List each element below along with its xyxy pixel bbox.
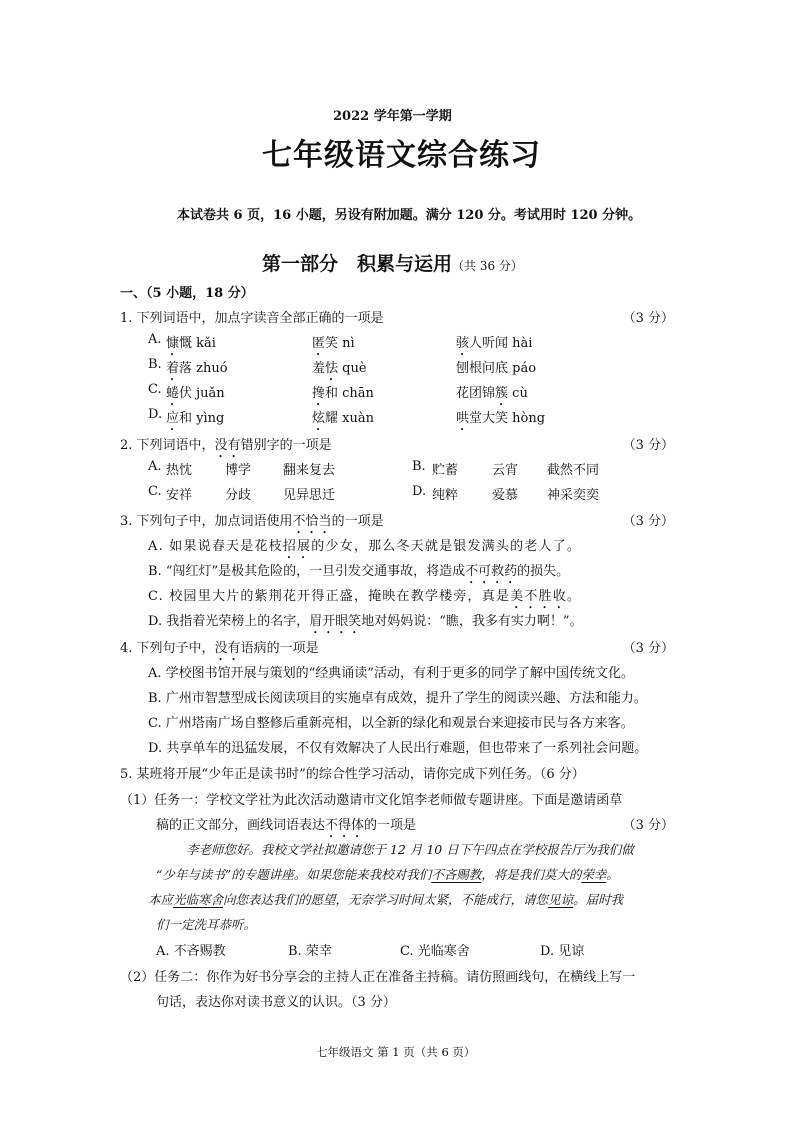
q2-option-word: 见异思迁 (283, 488, 336, 503)
q5-choice-d: D. 见谅 (540, 944, 585, 959)
exam-term: 2022 学年第一学期 (333, 109, 452, 124)
q1-w3-pre: 刨根问底 (456, 361, 513, 376)
q5-task1-line1: （1）任务一：学校文学社为此次活动邀请市文化馆李老师做专题讲座。下面是邀请函草 (120, 793, 623, 808)
q1-w1-dot: 蜷 (166, 386, 180, 401)
q1-letter: B. (148, 357, 162, 372)
q1-option-letter (148, 332, 162, 347)
q5-choice-b: B. 荣幸 (288, 944, 332, 959)
q4-option-d: D. 共享单车的迅猛发展，不仅有效解决了人民出行难题，但也带来了一系列社会问题。 (148, 741, 648, 756)
exam-title: 七年级语文综合练习 (262, 138, 541, 173)
q1-option-letter (148, 382, 162, 397)
q1-option-word-3 (456, 357, 536, 384)
q1-letter: A. (148, 332, 162, 347)
letter-l2-pre: “少年与读书”的专题讲座。如果您能来我校对我们 (156, 867, 432, 882)
q2-option-letter: C. (148, 484, 162, 499)
q1-w3-dot: 簇 (495, 386, 509, 401)
q2-score: （3 分） (622, 438, 674, 453)
letter-l2-post: 。 (606, 867, 619, 882)
q3-c-post: 。 (566, 589, 582, 604)
q5-task1-line2 (156, 814, 416, 841)
q1-option-letter (148, 357, 162, 372)
letter-l2-mid: ，将是我们莫大的 (481, 867, 582, 882)
q2-stem-dot: 没有 (214, 438, 241, 453)
letter-l3-post: 。届时我 (573, 892, 624, 907)
q3-score: （3 分） (622, 514, 674, 529)
q5-task2-line2: 句话，表达你对读书意义的认识。（3 分） (156, 995, 396, 1010)
q3-a-pre: A. 如果说春天是花枝 (148, 539, 283, 554)
q1-w1-post: 慨 kǎi (179, 336, 216, 351)
q3-d-dot: 眉开眼笑 (309, 614, 362, 629)
page-footer: 七年级语文 第 1 页（共 6 页） (316, 1045, 476, 1059)
section1-title: 一、（5 小题，18 分） (120, 286, 254, 301)
q1-w1-post: 落 zhuó (179, 361, 228, 376)
q5-stem: 5. 某班将开展“少年正是读书时”的综合性学习活动，请你完成下列任务。（6 分） (120, 767, 585, 782)
q1-w2-pre: 羞 (312, 361, 326, 376)
q3-stem (120, 510, 384, 537)
q1-w1-post: 伏 juǎn (179, 386, 225, 401)
q1-letter: D. (148, 407, 163, 422)
q5-task1-post: 的一项是 (364, 818, 417, 833)
letter-l3-pre: 本应 (148, 892, 174, 907)
q1-w2-post: què (338, 361, 367, 376)
letter-underline-jianliang: 见谅 (548, 892, 574, 907)
q1-w2-dot: 怯 (325, 361, 339, 376)
q1-w3-pre: 花团锦 (456, 386, 496, 401)
q1-w3-post: 堂大笑 hòng (469, 411, 546, 426)
q3-stem-dot: 不恰当 (292, 514, 332, 529)
q1-w1-post: 和 yìng (179, 411, 225, 426)
q1-option-word-1 (166, 332, 216, 359)
q2-option-word: 博学 (225, 463, 252, 478)
part1-title-text: 第一部分 积累与运用 (262, 253, 453, 275)
q1-option-word-2 (312, 357, 367, 384)
q1-w3-post: 人听闻 hài (469, 336, 533, 351)
q1-w3-dot: 哄 (456, 411, 470, 426)
q1-w2-post: 和 chān (325, 386, 374, 401)
q3-stem-post: 的一项是 (331, 514, 384, 529)
q3-b-pre: B. “闯红灯”是极其危险的，一旦引发交通事故，将造成 (148, 564, 466, 579)
q1-w3-post: páo (512, 361, 537, 376)
q2-option-word: 翻来复去 (283, 463, 336, 478)
q4-option-b: B. 广州市智慧型成长阅读项目的实施卓有成效，提升了学生的阅读兴趣、方法和能力。 (148, 691, 647, 706)
q1-option-letter (148, 407, 162, 422)
q4-stem-post: 语病的一项是 (240, 641, 319, 656)
q1-option-word-1 (166, 382, 225, 409)
q2-option-word: 云宵 (492, 463, 519, 478)
letter-l3-mid: 向您表达我们的愿望，无奈学习时间太紧，不能成行，请您 (223, 892, 549, 907)
part1-title (262, 249, 523, 276)
q3-option-d (148, 610, 583, 637)
q2-option-letter: A. (148, 459, 162, 474)
q1-option-word-3 (456, 382, 528, 409)
q1-score: （3 分） (622, 311, 674, 326)
q2-option-word: 纯粹 (432, 488, 459, 503)
q3-d-pre: D. 我指着光荣榜上的名字， (148, 614, 310, 629)
q3-stem-pre: 3. 下列句子中，加点词语使用 (120, 514, 293, 529)
q2-option-word: 爱慕 (492, 488, 519, 503)
q3-b-post: 的损失。 (517, 564, 570, 579)
q2-option-word: 截然不同 (547, 463, 600, 478)
q1-w3-post: cù (508, 386, 528, 401)
q1-option-word-2 (312, 407, 374, 434)
q3-option-c (148, 585, 581, 612)
q2-stem-post: 错别字的一项是 (240, 438, 332, 453)
q1-w3-dot: 骇 (456, 336, 470, 351)
q1-option-word-2 (312, 332, 355, 359)
q2-option-word: 贮蓄 (432, 463, 459, 478)
q1-w2-post: 笑 nì (325, 336, 355, 351)
q2-stem-pre: 2. 下列词语中， (120, 438, 215, 453)
q3-a-dot: 招展 (282, 539, 312, 554)
q5-choice-c: C. 光临寒舍 (400, 944, 470, 959)
q4-stem-dot: 没有 (214, 641, 241, 656)
q5-task1-dot: 不得体 (325, 818, 365, 833)
q1-w2-dot: 炫 (312, 411, 326, 426)
letter-underline-rongxing: 荣幸 (581, 867, 607, 882)
q3-b-dot: 不可救药 (465, 564, 518, 579)
q4-stem-pre: 4. 下列句子中， (120, 641, 215, 656)
q2-option-letter: B. (412, 459, 426, 474)
q1-option-word-3 (456, 332, 532, 359)
exam-info: 本试卷共 6 页，16 小题，另设有附加题。满分 120 分。考试用时 120 分钟。 (177, 208, 642, 223)
q2-option-letter: D. (412, 484, 427, 499)
letter-line-3 (148, 890, 623, 908)
letter-line-4: 们一定洗耳恭听。 (156, 917, 257, 932)
q3-c-dot: 美不胜收 (510, 589, 567, 604)
q1-w2-post: 耀 xuàn (325, 411, 374, 426)
q1-w1-dot: 慷 (166, 336, 180, 351)
q5-choice-a: A. 不吝赐教 (156, 944, 226, 959)
q3-option-a (148, 535, 581, 562)
q1-option-word-3 (456, 407, 545, 434)
q1-w2-dot: 搀 (312, 386, 326, 401)
q2-option-word: 神采奕奕 (547, 488, 600, 503)
q3-a-post: 的少女，那么冬天就是银发满头的老人了。 (311, 539, 582, 554)
letter-underline-buli: 不吝赐教 (431, 867, 482, 882)
q1-option-word-2 (312, 382, 374, 409)
q2-stem (120, 434, 332, 461)
q1-w1-dot: 应 (166, 411, 180, 426)
q1-w1-dot: 着 (166, 361, 180, 376)
q5-task1-score: （3 分） (622, 818, 674, 833)
part1-score: （共 36 分） (452, 259, 523, 273)
q2-option-word: 安祥 (166, 488, 193, 503)
q4-stem (120, 637, 319, 664)
q2-option-word: 分歧 (225, 488, 252, 503)
q3-option-b (148, 560, 569, 587)
letter-line-1: 李老师您好。我校文学社拟邀请您于 12 月 10 日下午四点在学校报告厅为我们做 (186, 842, 634, 857)
q3-d-post: 地对妈妈说：“瞧，我多有实力啊！”。 (361, 614, 583, 629)
q1-option-word-1 (166, 407, 224, 434)
q4-option-c: C. 广州塔南广场自整修后重新亮相，以全新的绿化和观景台来迎接市民与各方来客。 (148, 716, 634, 731)
q4-option-a: A. 学校图书馆开展与策划的“经典诵读”活动，有利于更多的同学了解中国传统文化。 (148, 666, 634, 681)
q1-w2-dot: 匿 (312, 336, 326, 351)
q1-option-word-1 (166, 357, 228, 384)
q4-score: （3 分） (622, 641, 674, 656)
letter-underline-guanglin: 光临寒舍 (173, 892, 224, 907)
q5-task1-pre: 稿的正文部分，画线词语表达 (156, 818, 326, 833)
q5-task2-line1: （2）任务二：你作为好书分享会的主持人正在准备主持稿。请仿照画线句，在横线上写一 (120, 970, 636, 985)
q2-option-word: 热忱 (166, 463, 193, 478)
q1-stem: 1. 下列词语中，加点字读音全部正确的一项是 (120, 311, 384, 326)
letter-line-2 (156, 865, 619, 883)
q3-c-pre: C. 校园里大片的紫荆花开得正盛，掩映在教学楼旁，真是 (148, 589, 511, 604)
q1-letter: C. (148, 382, 162, 397)
